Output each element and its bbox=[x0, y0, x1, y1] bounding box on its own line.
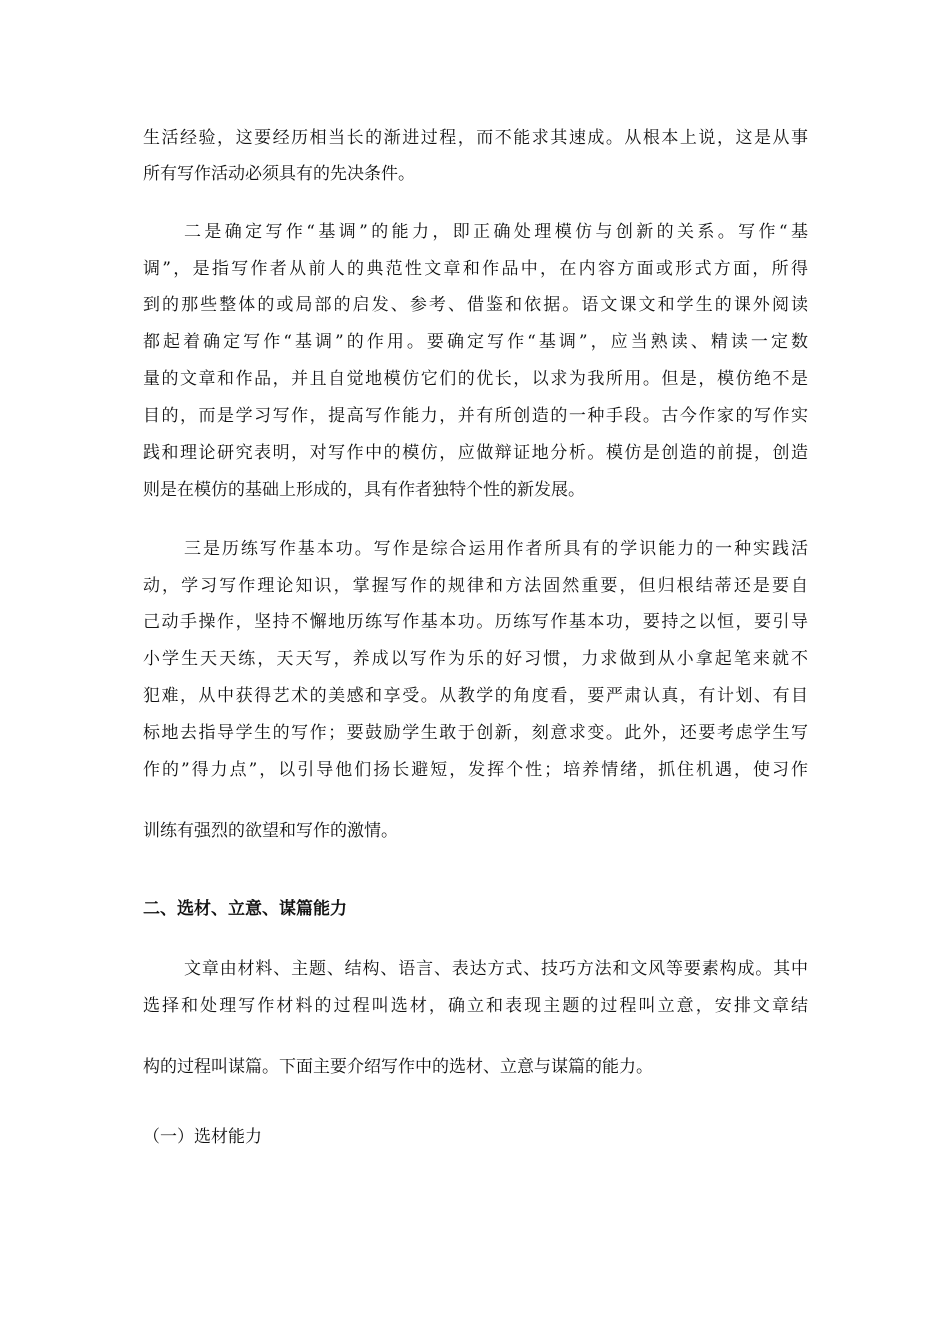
paragraph-3-line-4: 小学生天天练，天天写，养成以写作为乐的好习惯，力求做到从小拿起笔来就不 bbox=[143, 649, 808, 669]
section-paragraph-line-1: 文章由材料、主题、结构、语言、表达方式、技巧方法和文风等要素构成。其中 bbox=[184, 959, 808, 979]
paragraph-3-line-5: 犯难，从中获得艺术的美感和享受。从教学的角度看，要严肃认真，有计划、有目 bbox=[143, 686, 808, 706]
paragraph-3-line-7: 作的”得力点”，以引导他们扬长避短，发挥个性；培养情绪，抓住机遇，使习作 bbox=[143, 760, 808, 780]
paragraph-2-line-6: 目的，而是学习写作，提高写作能力，并有所创造的一种手段。古今作家的写作实 bbox=[143, 406, 808, 426]
paragraph-2-line-5: 量的文章和作品，并且自觉地模仿它们的优长，以求为我所用。但是，模仿绝不是 bbox=[143, 369, 808, 389]
paragraph-1-line-1: 生活经验，这要经历相当长的渐进过程，而不能求其速成。从根本上说，这是从事 bbox=[143, 128, 808, 148]
paragraph-3-line-6: 标地去指导学生的写作；要鼓励学生敢于创新，刻意求变。此外，还要考虑学生写 bbox=[143, 723, 808, 743]
paragraph-2-line-4: 都起着确定写作“基调”的作用。要确定写作“基调”，应当熟读、精读一定数 bbox=[143, 332, 808, 352]
paragraph-3-line-1: 三是历练写作基本功。写作是综合运用作者所具有的学识能力的一种实践活 bbox=[184, 539, 808, 559]
paragraph-2-line-3: 到的那些整体的或局部的启发、参考、借鉴和依据。语文课文和学生的课外阅读 bbox=[143, 295, 808, 315]
paragraph-3-line-3: 己动手操作，坚持不懈地历练写作基本功。历练写作基本功，要持之以恒，要引导 bbox=[143, 612, 808, 632]
section-paragraph-line-3: 构的过程叫谋篇。下面主要介绍写作中的选材、立意与谋篇的能力。 bbox=[143, 1057, 653, 1077]
paragraph-2-line-7: 践和理论研究表明，对写作中的模仿，应做辩证地分析。模仿是创造的前提，创造 bbox=[143, 443, 808, 463]
section-heading: 二、选材、立意、谋篇能力 bbox=[143, 899, 347, 919]
paragraph-3-line-2: 动，学习写作理论知识，掌握写作的规律和方法固然重要，但归根结蒂还是要自 bbox=[143, 576, 808, 596]
paragraph-2-line-8: 则是在模仿的基础上形成的，具有作者独特个性的新发展。 bbox=[143, 480, 585, 500]
paragraph-2-line-2: 调”，是指写作者从前人的典范性文章和作品中，在内容方面或形式方面，所得 bbox=[143, 259, 808, 279]
section-paragraph-line-2: 选择和处理写作材料的过程叫选材，确立和表现主题的过程叫立意，安排文章结 bbox=[143, 996, 808, 1016]
paragraph-3-line-8: 训练有强烈的欲望和写作的激情。 bbox=[143, 821, 398, 841]
paragraph-2-line-1: 二是确定写作“基调”的能力，即正确处理模仿与创新的关系。写作“基 bbox=[184, 222, 808, 242]
subsection-heading: （一）选材能力 bbox=[143, 1127, 262, 1147]
paragraph-1-line-2: 所有写作活动必须具有的先决条件。 bbox=[143, 164, 415, 184]
